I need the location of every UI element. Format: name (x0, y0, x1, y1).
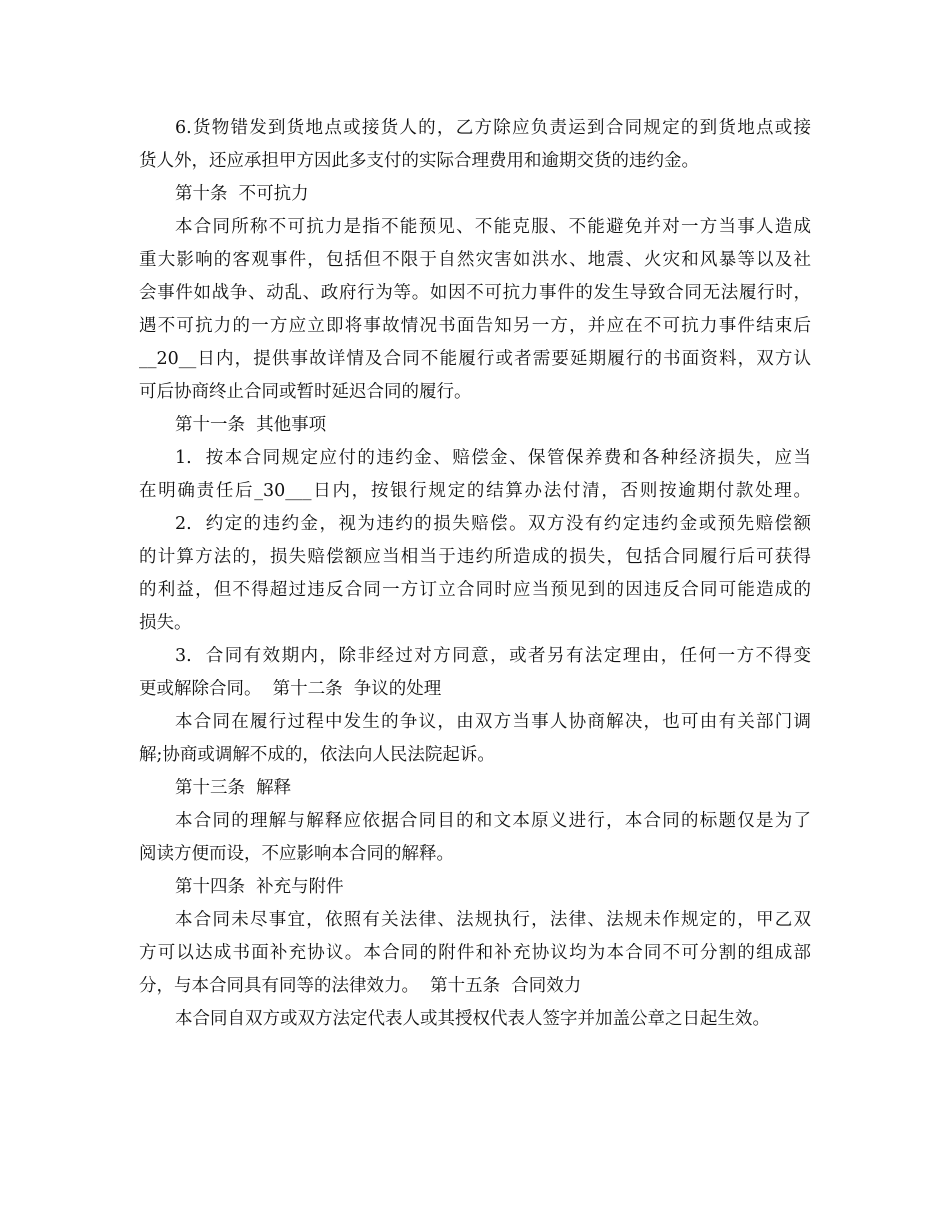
text-line: 方可以达成书面补充协议。本合同的附件和补充协议均为本合同不可分割的组成部 (139, 943, 811, 963)
text-line: 本合同未尽事宜，依照有关法律、法规执行，法律、法规未作规定的，甲乙双 (175, 910, 811, 930)
section-heading: 第十三条 解释 (175, 778, 292, 798)
text-line: 1. 按本合同规定应付的违约金、赔偿金、保管保养费和各种经济损失，应当 (175, 448, 811, 468)
text-line: 货人外，还应承担甲方因此多支付的实际合理费用和逾期交货的违约金。 (139, 151, 699, 171)
text-line: 遇不可抗力的一方应立即将事故情况书面告知另一方，并应在不可抗力事件结束后 (139, 316, 811, 336)
text-line: 损失。 (139, 613, 192, 633)
text-line: 阅读方便而设，不应影响本合同的解释。 (139, 844, 454, 864)
text-line: 2. 约定的违约金，视为违约的损失赔偿。双方没有约定违约金或预先赔偿额 (175, 514, 811, 534)
text-line: 的计算方法的，损失赔偿额应当相当于违约所造成的损失，包括合同履行后可获得 (139, 547, 811, 567)
contract-page (139, 112, 811, 1036)
text-line: 6.货物错发到货地点或接货人的，乙方除应负责运到合同规定的到货地点或接 (175, 118, 811, 138)
text-line: 更或解除合同。 第十二条 争议的处理 (139, 679, 442, 699)
text-line: 重大影响的客观事件，包括但不限于自然灾害如洪水、地震、火灾和风暴等以及社 (139, 250, 811, 270)
text-line: 本合同的理解与解释应依据合同目的和文本原义进行，本合同的标题仅是为了 (175, 811, 811, 831)
text-line: 本合同自双方或双方法定代表人或其授权代表人签字并加盖公章之日起生效。 (175, 1009, 770, 1029)
text-line: 3. 合同有效期内，除非经过对方同意，或者另有法定理由，任何一方不得变 (175, 646, 811, 666)
section-heading: 第十四条 补充与附件 (175, 877, 344, 897)
text-line: 解;协商或调解不成的，依法向人民法院起诉。 (139, 745, 495, 765)
text-line: 本合同在履行过程中发生的争议，由双方当事人协商解决，也可由有关部门调 (175, 712, 811, 732)
text-line: 可后协商终止合同或暂时延迟合同的履行。 (139, 382, 472, 402)
text-line: 在明确责任后_30___日内，按银行规定的结算办法付清，否则按逾期付款处理。 (139, 481, 811, 501)
text-line: 会事件如战争、动乱、政府行为等。如因不可抗力事件的发生导致合同无法履行时， (139, 283, 811, 303)
text-line: 本合同所称不可抗力是指不能预见、不能克服、不能避免并对一方当事人造成 (175, 217, 811, 237)
text-line: 的利益，但不得超过违反合同一方订立合同时应当预见到的因违反合同可能造成的 (139, 580, 811, 600)
section-heading: 第十条 不可抗力 (175, 184, 309, 204)
section-heading: 第十一条 其他事项 (175, 415, 327, 435)
text-line: 分，与本合同具有同等的法律效力。 第十五条 合同效力 (139, 976, 582, 996)
text-line: __20__日内，提供事故详情及合同不能履行或者需要延期履行的书面资料，双方认 (139, 349, 811, 369)
